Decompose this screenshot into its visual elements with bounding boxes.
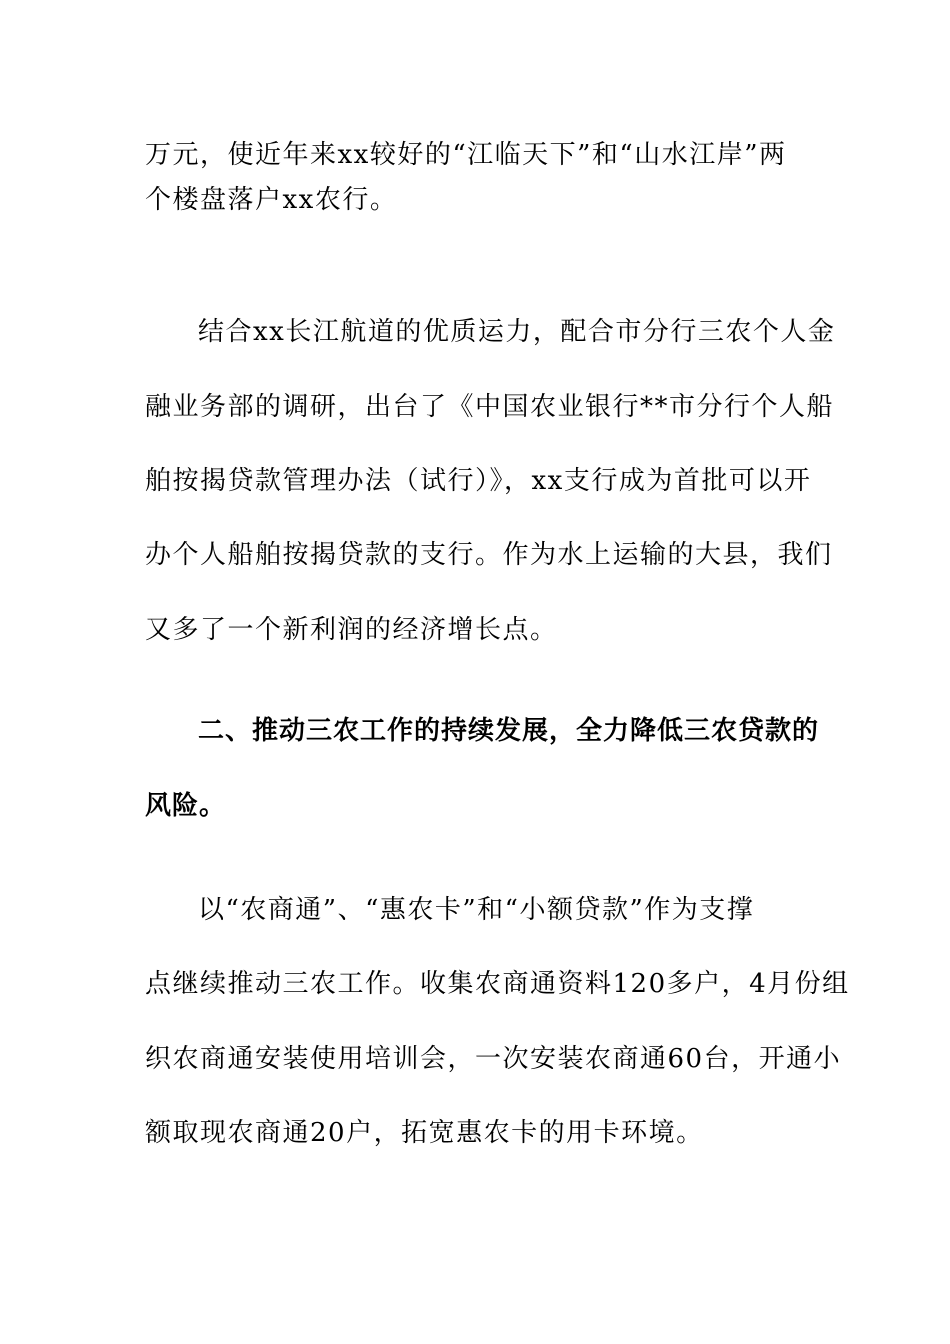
section-heading-line: 二、推动三农工作的持续发展，全力降低三农贷款的	[198, 716, 820, 746]
paragraph-line: 办个人船舶按揭贷款的支行。作为水上运输的大县，我们	[145, 540, 833, 570]
paragraph-line: 点继续推动三农工作。收集农商通资料120多户，4月份组	[145, 969, 850, 999]
paragraph-line: 织农商通安装使用培训会，一次安装农商通60台，开通小	[145, 1044, 842, 1074]
paragraph-line: 万元，使近年来xx较好的“江临天下”和“山水江岸”两	[145, 140, 787, 170]
paragraph-line: 额取现农商通20户，拓宽惠农卡的用卡环境。	[145, 1118, 704, 1148]
paragraph-line: 舶按揭贷款管理办法（试行）》，xx支行成为首批可以开	[145, 466, 812, 496]
paragraph-line: 个楼盘落户xx农行。	[145, 185, 398, 215]
paragraph-line: 以“农商通”、“惠农卡”和“小额贷款”作为支撑	[198, 895, 755, 925]
paragraph-line: 融业务部的调研，出台了《中国农业银行**市分行个人船	[145, 392, 835, 422]
paragraph-line: 又多了一个新利润的经济增长点。	[145, 615, 558, 645]
paragraph-line: 结合xx长江航道的优质运力，配合市分行三农个人金	[198, 317, 836, 347]
section-heading-line: 风险。	[145, 791, 227, 821]
